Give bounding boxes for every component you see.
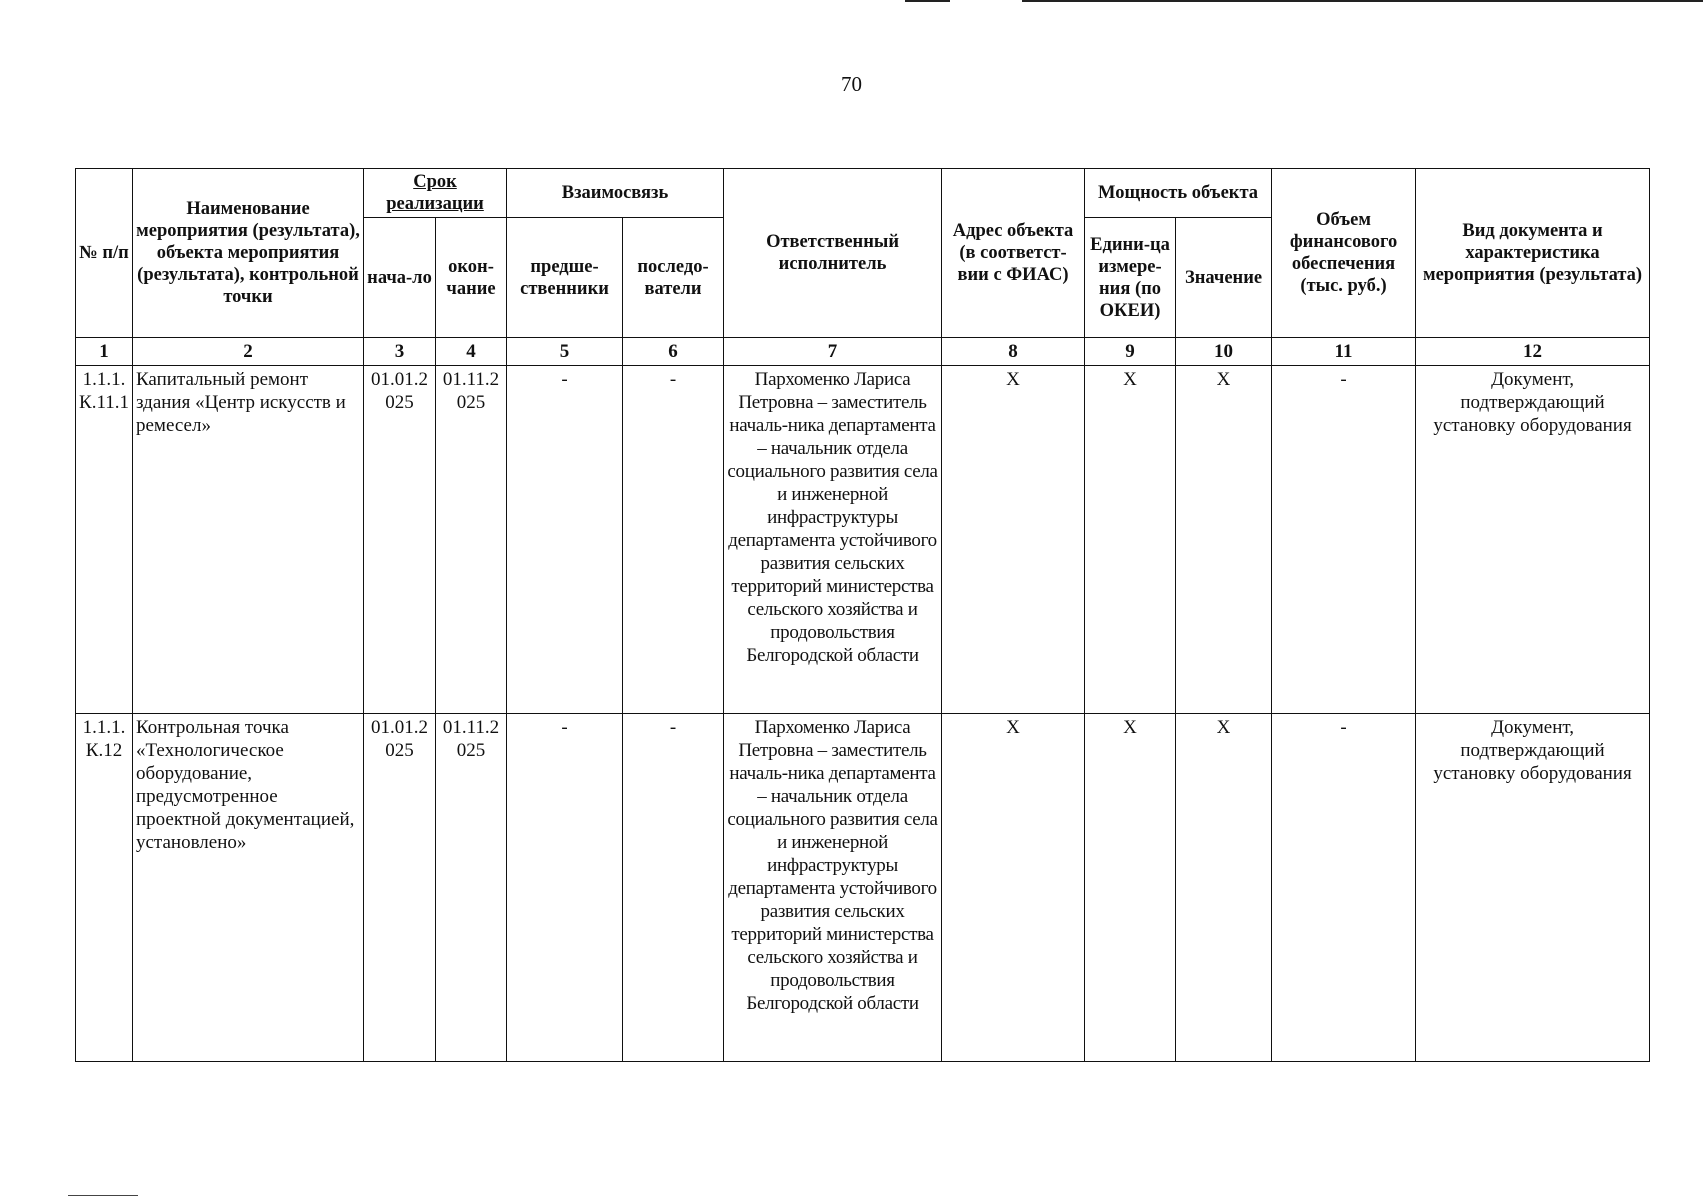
- row-responsible: Пархоменко Лариса Петровна – заместитель началь-ника департамента – начальник отдела социального развития села и инженерной инфраструктуры департамента устойчивого развития сельских территорий министерства сельского хозяйства и продовольствия Белгородской области: [724, 714, 942, 1062]
- header-value: Значение: [1176, 218, 1272, 338]
- column-number: 11: [1272, 338, 1416, 366]
- column-number: 7: [724, 338, 942, 366]
- row-predecessors: -: [507, 366, 623, 714]
- header-number: № п/п: [76, 169, 133, 338]
- header-end: окон-чание: [436, 218, 507, 338]
- row-number: 1.1.1.К.11.1: [76, 366, 133, 714]
- row-end: 01.11.2025: [436, 366, 507, 714]
- header-relation: Взаимосвязь: [507, 169, 724, 218]
- header-name: Наименование мероприятия (результата), объекта мероприятия (результата), контрольной точки: [133, 169, 364, 338]
- header-address: Адрес объекта (в соответст-вии с ФИАС): [942, 169, 1085, 338]
- row-name: Капитальный ремонт здания «Центр искусств и ремесел»: [133, 366, 364, 714]
- column-number: 2: [133, 338, 364, 366]
- column-number: 9: [1085, 338, 1176, 366]
- scan-edge-line: [1022, 0, 1703, 2]
- row-start: 01.01.2025: [364, 366, 436, 714]
- header-unit: Едини-ца измере-ния (по ОКЕИ): [1085, 218, 1176, 338]
- header-document: Вид документа и характеристика мероприятия (результата): [1416, 169, 1650, 338]
- row-responsible: Пархоменко Лариса Петровна – заместитель началь-ника департамента – начальник отдела социального развития села и инженерной инфраструктуры департамента устойчивого развития сельских территорий министерства сельского хозяйства и продовольствия Белгородской области: [724, 366, 942, 714]
- column-number: 8: [942, 338, 1085, 366]
- row-finance: -: [1272, 714, 1416, 1062]
- row-successors: -: [623, 714, 724, 1062]
- row-address: X: [942, 714, 1085, 1062]
- row-value: X: [1176, 366, 1272, 714]
- page-number: 70: [841, 72, 862, 96]
- row-address: X: [942, 366, 1085, 714]
- row-end: 01.11.2025: [436, 714, 507, 1062]
- row-document: Документ, подтверждающий установку оборудования: [1416, 366, 1650, 714]
- measures-table: [75, 168, 1650, 1062]
- column-number: 10: [1176, 338, 1272, 366]
- column-number: 1: [76, 338, 133, 366]
- row-unit: X: [1085, 714, 1176, 1062]
- row-start: 01.01.2025: [364, 714, 436, 1062]
- table-row: [76, 714, 1650, 1062]
- column-number: 4: [436, 338, 507, 366]
- column-number: 5: [507, 338, 623, 366]
- header-predecessors: предше-ственники: [507, 218, 623, 338]
- row-predecessors: -: [507, 714, 623, 1062]
- scan-edge-line: [68, 1195, 138, 1196]
- header-term: Срок реализации: [364, 169, 507, 218]
- header-finance: Объем финансового обеспечения (тыс. руб.): [1272, 169, 1416, 338]
- column-number: 6: [623, 338, 724, 366]
- row-value: X: [1176, 714, 1272, 1062]
- row-document: Документ, подтверждающий установку оборудования: [1416, 714, 1650, 1062]
- table-row: [76, 366, 1650, 714]
- column-number: 12: [1416, 338, 1650, 366]
- header-successors: последо-ватели: [623, 218, 724, 338]
- row-unit: X: [1085, 366, 1176, 714]
- row-number: 1.1.1.К.12: [76, 714, 133, 1062]
- header-start: нача-ло: [364, 218, 436, 338]
- column-number: 3: [364, 338, 436, 366]
- scan-edge-line: [905, 0, 950, 2]
- row-finance: -: [1272, 366, 1416, 714]
- header-responsible: Ответственный исполнитель: [724, 169, 942, 338]
- row-name: Контрольная точка «Технологическое оборудование, предусмотренное проектной документацией, установлено»: [133, 714, 364, 1062]
- row-successors: -: [623, 366, 724, 714]
- header-capacity: Мощность объекта: [1085, 169, 1272, 218]
